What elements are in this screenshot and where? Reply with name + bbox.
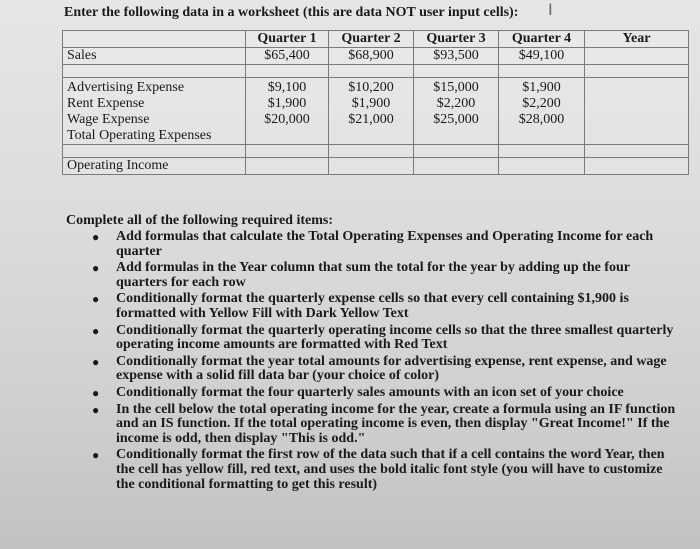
advertising-q4: $1,900 [522,80,561,95]
expenses-year [585,78,689,145]
bullet-icon: ● [92,448,100,463]
operating-income-label: Operating Income [63,158,246,175]
requirements-section [66,213,678,494]
operating-income-q1 [246,158,329,175]
bullet-icon: ● [92,261,100,276]
header-quarter-3: Quarter 3 [414,31,499,48]
bullet-icon: ● [92,385,100,400]
sales-q2: $68,900 [329,48,414,65]
list-item: ● Conditionally format the first row of the data such that if a cell contains the word Year, then the cell has yellow fill, red text, and uses the bold italic font style (you will have to customize the conditional formatting to get this result) [92,447,665,492]
rent-q1: $1,900 [267,96,307,111]
requirements-intro: Complete all of the following required items: [66,213,334,228]
wage-expense-label: Wage Expense [67,112,150,127]
operating-income-q3 [414,158,499,175]
advertising-expense-label: Advertising Expense [67,80,185,95]
expenses-q1 [246,78,329,145]
list-item: ● Conditionally format the year total amounts for advertising expense, rent expense, and wage expense with a solid fill data bar (your choice of color) [92,353,667,384]
list-item: ● Add formulas that calculate the Total Operating Expenses and Operating Income for each quarter [92,229,654,259]
wage-q2: $21,000 [348,112,394,127]
bullet-icon: ● [92,323,100,338]
operating-income-row [63,158,689,175]
sales-label: Sales [63,48,246,65]
list-item: ● Add formulas in the Year column that sum the total for the year by adding up the four quarters for each row [92,260,630,290]
list-item: ● In the cell below the total operating income for the year, create a formula using an IF function and an IS function. If the total operating income is even, then display "Great Income!" If the income is odd, then display "This is odd." [92,401,676,446]
sales-row [63,48,689,65]
rent-q2: $1,900 [351,96,391,111]
header-corner [63,31,246,48]
operating-income-year [585,158,689,175]
header-year: Year [585,31,689,48]
requirements-list [66,230,678,492]
expenses-row [63,78,689,145]
sales-year [585,48,689,65]
bullet-icon: ● [92,230,100,244]
spacer-row-2 [63,145,689,158]
expenses-q3 [414,78,499,145]
sales-q1: $65,400 [246,48,329,65]
sales-q4: $49,100 [499,48,585,65]
bullet-icon: ● [92,354,100,369]
operating-income-q4 [499,158,585,175]
data-table [62,30,689,175]
header-row [63,31,689,48]
instructions-heading: Enter the following data in a worksheet (this are data NOT user input cells): [64,5,519,20]
bullet-icon: ● [92,292,100,307]
operating-income-q2 [329,158,414,175]
rent-q3: $2,200 [436,96,476,111]
list-item: ● Conditionally format the quarterly operating income cells so that the three smallest quarterly operating income amounts are formatted with Red Text [92,322,674,353]
bullet-icon: ● [92,402,100,417]
expenses-q4 [499,78,585,145]
advertising-q3: $15,000 [433,80,479,95]
header-quarter-2: Quarter 2 [329,31,414,48]
header-quarter-4: Quarter 4 [499,31,585,48]
expense-labels-cell [63,78,246,145]
wage-q1: $20,000 [264,112,310,127]
list-item: ● Conditionally format the four quarterly sales amounts with an icon set of your choice [92,384,624,400]
rent-q4: $2,200 [522,96,561,111]
rent-expense-label: Rent Expense [67,96,145,111]
advertising-q2: $10,200 [348,80,394,95]
wage-q3: $25,000 [433,112,479,127]
sales-q3: $93,500 [414,48,499,65]
total-operating-expenses-label: Total Operating Expenses [67,128,212,143]
text-cursor-icon: I [548,0,553,19]
header-quarter-1: Quarter 1 [246,31,329,48]
list-item: ● Conditionally format the quarterly expense cells so that every cell containing $1,900 is formatted with Yellow Fill with Dark Yellow Text [92,291,629,321]
spacer-row [63,65,689,78]
expenses-q2 [329,78,414,145]
advertising-q1: $9,100 [267,80,307,95]
wage-q4: $28,000 [518,112,565,127]
